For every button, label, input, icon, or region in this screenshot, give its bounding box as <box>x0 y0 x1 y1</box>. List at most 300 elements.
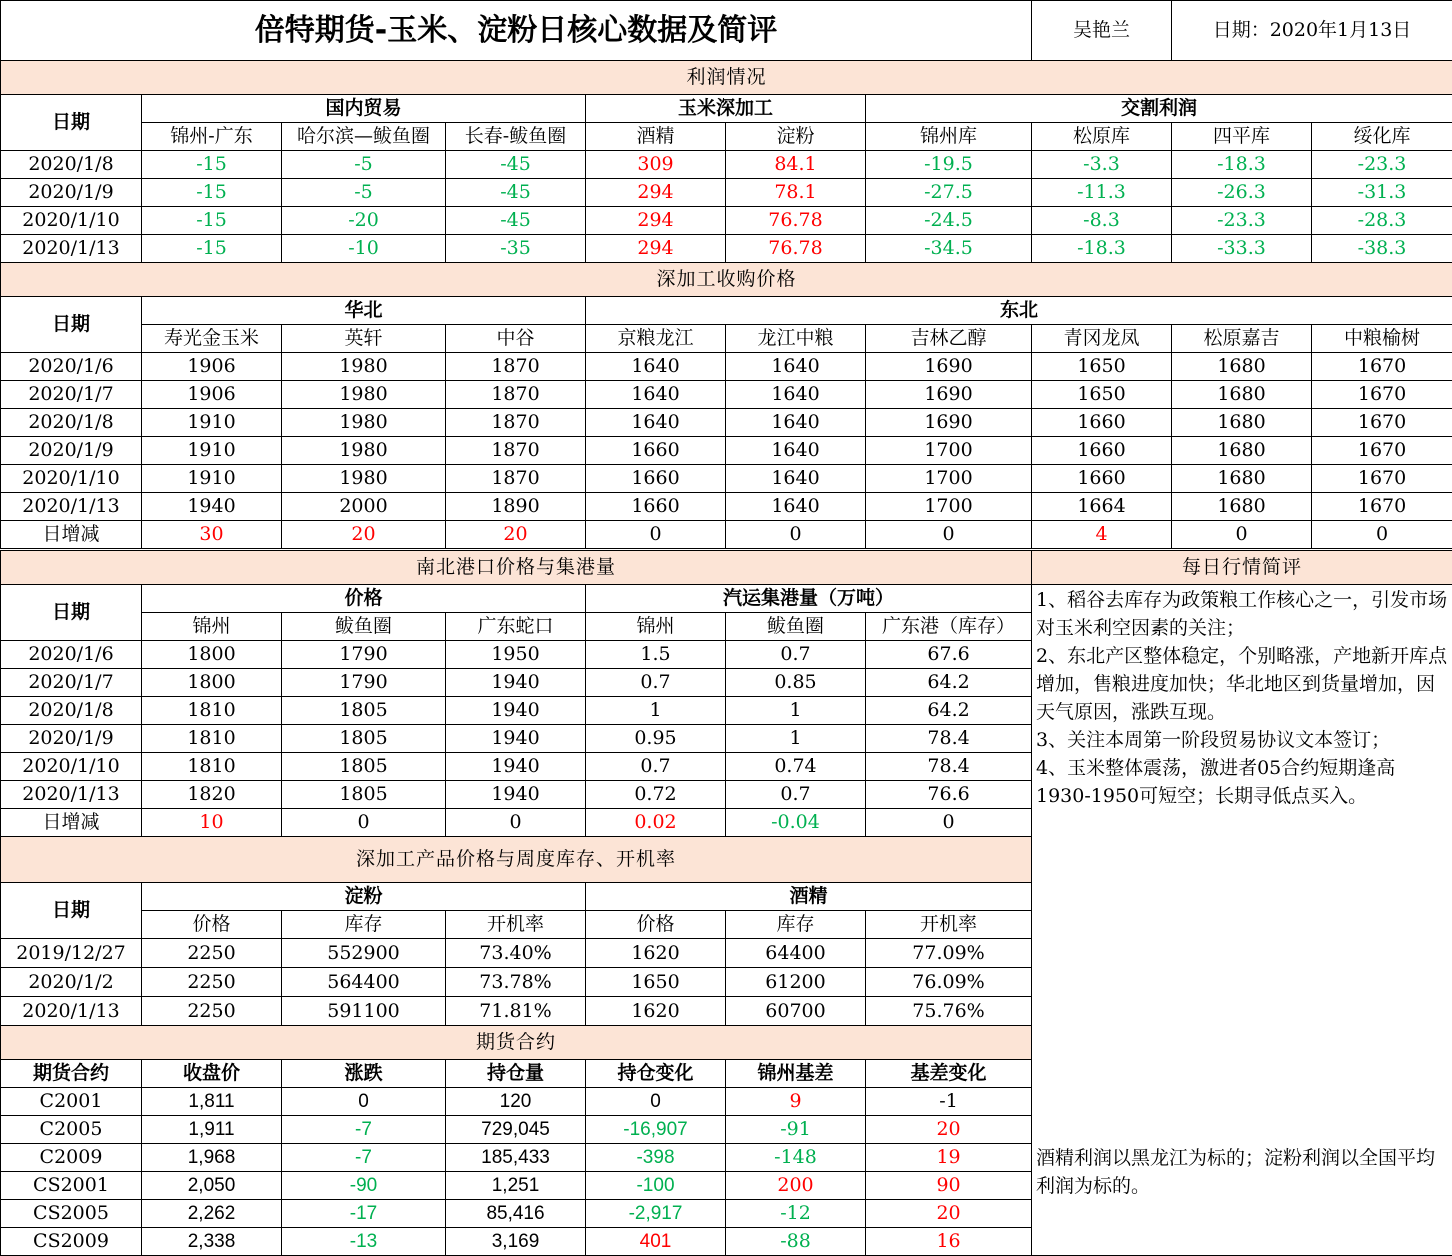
column-header: 长春-鲅鱼圈 <box>446 123 586 151</box>
data-cell: 78.4 <box>866 753 1032 781</box>
row-date: 2020/1/13 <box>1 997 142 1026</box>
data-cell: 1980 <box>282 409 446 437</box>
data-cell: 1640 <box>726 409 866 437</box>
data-cell: 1940 <box>142 493 282 521</box>
products-date-header: 日期 <box>1 883 142 939</box>
row-date: 2020/1/8 <box>1 151 142 179</box>
data-cell: -18.3 <box>1172 151 1312 179</box>
column-header: 酒精 <box>586 123 726 151</box>
port-group-price: 价格 <box>142 585 586 613</box>
data-cell: 71.81% <box>446 997 586 1026</box>
table-row <box>1 1228 1032 1256</box>
data-cell: 1820 <box>142 781 282 809</box>
commentary-note: 酒精利润以黑龙江为标的；淀粉利润以全国平均利润为标的。 <box>1036 1147 1436 1197</box>
row-date: 2020/1/7 <box>1 381 142 409</box>
data-cell: 1906 <box>142 381 282 409</box>
data-cell: 1664 <box>1032 493 1172 521</box>
column-header: 锦州库 <box>866 123 1032 151</box>
row-date: 2020/1/9 <box>1 437 142 465</box>
data-cell: 1640 <box>726 493 866 521</box>
data-cell: 294 <box>586 179 726 207</box>
column-header: 期货合约 <box>1 1060 142 1088</box>
data-cell: 1650 <box>1032 353 1172 381</box>
column-header: 哈尔滨—鲅鱼圈 <box>282 123 446 151</box>
data-cell: 1640 <box>726 381 866 409</box>
data-cell: 1700 <box>866 465 1032 493</box>
data-cell: 1805 <box>282 781 446 809</box>
data-cell: 1670 <box>1312 437 1452 465</box>
data-cell: -45 <box>446 207 586 235</box>
data-cell: 1800 <box>142 669 282 697</box>
data-cell: 0.7 <box>726 641 866 669</box>
report-date: 日期：2020年1月13日 <box>1172 1 1452 61</box>
data-cell: 64400 <box>726 939 866 968</box>
column-header: 吉林乙醇 <box>866 325 1032 353</box>
data-cell: 9 <box>726 1088 866 1116</box>
data-cell: -8.3 <box>1032 207 1172 235</box>
data-cell: -88 <box>726 1228 866 1256</box>
data-cell: 2000 <box>282 493 446 521</box>
table-row <box>1 697 1032 725</box>
data-cell: -3.3 <box>1032 151 1172 179</box>
change-label: 日增减 <box>1 809 142 837</box>
data-cell: 1870 <box>446 353 586 381</box>
data-cell: 1680 <box>1172 409 1312 437</box>
data-cell: -26.3 <box>1172 179 1312 207</box>
column-header: 开机率 <box>446 911 586 939</box>
data-cell: -17 <box>282 1200 446 1228</box>
row-date: 2020/1/6 <box>1 641 142 669</box>
data-cell: 1 <box>726 697 866 725</box>
products-table <box>0 836 1032 1026</box>
data-cell: -33.3 <box>1172 235 1312 263</box>
data-cell: 76.78 <box>726 235 866 263</box>
data-cell: 1660 <box>1032 409 1172 437</box>
column-header: 锦州 <box>586 613 726 641</box>
data-cell: 1 <box>586 697 726 725</box>
row-date: 2020/1/13 <box>1 781 142 809</box>
data-cell: 185,433 <box>446 1144 586 1172</box>
change-cell: 0 <box>446 809 586 837</box>
table-row <box>1 1144 1032 1172</box>
row-date: 2020/1/9 <box>1 179 142 207</box>
data-cell: -15 <box>142 207 282 235</box>
row-date: 2020/1/2 <box>1 968 142 997</box>
products-group-starch: 淀粉 <box>142 883 586 911</box>
data-cell: 60700 <box>726 997 866 1026</box>
column-header: 四平库 <box>1172 123 1312 151</box>
data-cell: 0.72 <box>586 781 726 809</box>
data-cell: -10 <box>282 235 446 263</box>
column-header: 龙江中粮 <box>726 325 866 353</box>
column-header: 持仓变化 <box>586 1060 726 1088</box>
column-header: 持仓量 <box>446 1060 586 1088</box>
table-row <box>1 997 1032 1026</box>
table-row <box>1 465 1452 493</box>
data-cell: 1680 <box>1172 465 1312 493</box>
daily-change-row <box>1 521 1452 549</box>
column-header: 京粮龙江 <box>586 325 726 353</box>
data-cell: -148 <box>726 1144 866 1172</box>
column-header: 淀粉 <box>726 123 866 151</box>
data-cell: -11.3 <box>1032 179 1172 207</box>
change-cell: 0 <box>726 521 866 549</box>
change-cell: -0.04 <box>726 809 866 837</box>
data-cell: -31.3 <box>1312 179 1452 207</box>
change-cell: 0 <box>866 521 1032 549</box>
data-cell: 20 <box>866 1200 1032 1228</box>
column-header: 基差变化 <box>866 1060 1032 1088</box>
data-cell: 1,251 <box>446 1172 586 1200</box>
data-cell: 78.1 <box>726 179 866 207</box>
data-cell: 1790 <box>282 669 446 697</box>
data-cell: 1910 <box>142 437 282 465</box>
change-cell: 0 <box>1312 521 1452 549</box>
data-cell: 1680 <box>1172 353 1312 381</box>
change-label: 日增减 <box>1 521 142 549</box>
data-cell: -19.5 <box>866 151 1032 179</box>
data-cell: 1680 <box>1172 381 1312 409</box>
data-cell: 1940 <box>446 725 586 753</box>
data-cell: 90 <box>866 1172 1032 1200</box>
commentary-list <box>1036 586 1448 810</box>
change-cell: 0 <box>282 809 446 837</box>
data-cell: 2250 <box>142 997 282 1026</box>
data-cell: -90 <box>282 1172 446 1200</box>
data-cell: 73.40% <box>446 939 586 968</box>
data-cell: 3,169 <box>446 1228 586 1256</box>
purchase-group-north: 华北 <box>142 297 586 325</box>
table-row <box>1 179 1452 207</box>
column-header: 中粮榆树 <box>1312 325 1452 353</box>
data-cell: 552900 <box>282 939 446 968</box>
data-cell: 1940 <box>446 669 586 697</box>
data-cell: 1660 <box>586 437 726 465</box>
row-date: 2020/1/7 <box>1 669 142 697</box>
data-cell: -5 <box>282 151 446 179</box>
column-header: 锦州 <box>142 613 282 641</box>
data-cell: 1680 <box>1172 437 1312 465</box>
table-row <box>1 968 1032 997</box>
change-cell: 0 <box>866 809 1032 837</box>
data-cell: 1906 <box>142 353 282 381</box>
profit-group-processing: 玉米深加工 <box>586 95 866 123</box>
column-header: 库存 <box>282 911 446 939</box>
column-header: 绥化库 <box>1312 123 1452 151</box>
table-row <box>1 1200 1032 1228</box>
table-row <box>1 939 1032 968</box>
data-cell: -12 <box>726 1200 866 1228</box>
row-date: 2020/1/6 <box>1 353 142 381</box>
author-name: 吴艳兰 <box>1032 1 1172 61</box>
data-cell: 309 <box>586 151 726 179</box>
data-cell: 1680 <box>1172 493 1312 521</box>
data-cell: 1,911 <box>142 1116 282 1144</box>
data-cell: 1940 <box>446 697 586 725</box>
data-cell: 1660 <box>1032 437 1172 465</box>
data-cell: 67.6 <box>866 641 1032 669</box>
table-row <box>1 381 1452 409</box>
data-cell: -2,917 <box>586 1200 726 1228</box>
data-cell: 76.78 <box>726 207 866 235</box>
data-cell: -1 <box>866 1088 1032 1116</box>
column-header: 广东港（库存） <box>866 613 1032 641</box>
products-group-alcohol: 酒精 <box>586 883 1032 911</box>
change-cell: 0.02 <box>586 809 726 837</box>
data-cell: 1670 <box>1312 381 1452 409</box>
data-cell: 19 <box>866 1144 1032 1172</box>
futures-table <box>0 1025 1032 1256</box>
data-cell: 1980 <box>282 381 446 409</box>
data-cell: 0.7 <box>586 669 726 697</box>
data-cell: 1980 <box>282 437 446 465</box>
port-date-header: 日期 <box>1 585 142 641</box>
data-cell: 294 <box>586 235 726 263</box>
row-date: 2020/1/8 <box>1 409 142 437</box>
data-cell: -91 <box>726 1116 866 1144</box>
data-cell: 16 <box>866 1228 1032 1256</box>
header-table <box>0 0 1452 61</box>
data-cell: 1940 <box>446 753 586 781</box>
column-header: 青冈龙凤 <box>1032 325 1172 353</box>
data-cell: 1980 <box>282 353 446 381</box>
column-header: 松原库 <box>1032 123 1172 151</box>
data-cell: 1870 <box>446 381 586 409</box>
column-header: 广东蛇口 <box>446 613 586 641</box>
data-cell: -398 <box>586 1144 726 1172</box>
data-cell: 0.74 <box>726 753 866 781</box>
data-cell: 1640 <box>726 465 866 493</box>
data-cell: 729,045 <box>446 1116 586 1144</box>
data-cell: 1870 <box>446 409 586 437</box>
purchase-group-northeast: 东北 <box>586 297 1452 325</box>
column-header: 锦州-广东 <box>142 123 282 151</box>
data-cell: 1940 <box>446 781 586 809</box>
data-cell: 1.5 <box>586 641 726 669</box>
data-cell: 1870 <box>446 465 586 493</box>
table-row <box>1 753 1032 781</box>
data-cell: 2,262 <box>142 1200 282 1228</box>
table-row <box>1 781 1032 809</box>
data-cell: 0 <box>586 1088 726 1116</box>
port-section-title: 南北港口价格与集港量 <box>1 551 1032 585</box>
contract-code: C2005 <box>1 1116 142 1144</box>
data-cell: 120 <box>446 1088 586 1116</box>
data-cell: -13 <box>282 1228 446 1256</box>
table-row <box>1 1116 1032 1144</box>
commentary-item: 1、稻谷去库存为政策粮工作核心之一，引发市场对玉米利空因素的关注； <box>1036 589 1448 639</box>
daily-change-row <box>1 809 1032 837</box>
data-cell: 1700 <box>866 493 1032 521</box>
data-cell: 1805 <box>282 697 446 725</box>
data-cell: 1950 <box>446 641 586 669</box>
data-cell: 0.7 <box>726 781 866 809</box>
data-cell: 1660 <box>586 493 726 521</box>
report-title: 倍特期货-玉米、淀粉日核心数据及简评 <box>1 1 1032 61</box>
data-cell: 1650 <box>1032 381 1172 409</box>
products-section-title: 深加工产品价格与周度库存、开机率 <box>1 837 1032 883</box>
row-date: 2020/1/13 <box>1 235 142 263</box>
data-cell: 1980 <box>282 465 446 493</box>
data-cell: 1640 <box>586 409 726 437</box>
data-cell: 401 <box>586 1228 726 1256</box>
contract-code: CS2005 <box>1 1200 142 1228</box>
commentary-item: 4、玉米整体震荡，激进者05合约短期逢高1930-1950可短空；长期寻低点买入。 <box>1036 757 1396 807</box>
data-cell: 294 <box>586 207 726 235</box>
data-cell: 1910 <box>142 465 282 493</box>
data-cell: 61200 <box>726 968 866 997</box>
table-row <box>1 1172 1032 1200</box>
data-cell: 2,338 <box>142 1228 282 1256</box>
table-row <box>1 353 1452 381</box>
purchase-table <box>0 262 1452 549</box>
data-cell: 591100 <box>282 997 446 1026</box>
data-cell: 1800 <box>142 641 282 669</box>
change-cell: 30 <box>142 521 282 549</box>
data-cell: 77.09% <box>866 939 1032 968</box>
table-row <box>1 1088 1032 1116</box>
row-date: 2020/1/10 <box>1 753 142 781</box>
contract-code: CS2009 <box>1 1228 142 1256</box>
column-header: 寿光金玉米 <box>142 325 282 353</box>
data-cell: -27.5 <box>866 179 1032 207</box>
column-header: 价格 <box>586 911 726 939</box>
profit-group-delivery: 交割利润 <box>866 95 1452 123</box>
profit-section-title: 利润情况 <box>1 61 1452 95</box>
data-cell: -7 <box>282 1116 446 1144</box>
profit-table <box>0 60 1452 263</box>
data-cell: -15 <box>142 235 282 263</box>
data-cell: 200 <box>726 1172 866 1200</box>
data-cell: 1700 <box>866 437 1032 465</box>
data-cell: 76.6 <box>866 781 1032 809</box>
column-header: 松原嘉吉 <box>1172 325 1312 353</box>
column-header: 锦州基差 <box>726 1060 866 1088</box>
data-cell: -16,907 <box>586 1116 726 1144</box>
column-header: 英轩 <box>282 325 446 353</box>
port-table <box>0 550 1032 837</box>
data-cell: 1810 <box>142 725 282 753</box>
data-cell: -15 <box>142 179 282 207</box>
data-cell: 64.2 <box>866 697 1032 725</box>
data-cell: 64.2 <box>866 669 1032 697</box>
table-row <box>1 641 1032 669</box>
row-date: 2020/1/10 <box>1 465 142 493</box>
commentary-title: 每日行情简评 <box>1032 551 1452 585</box>
row-date: 2020/1/9 <box>1 725 142 753</box>
data-cell: -24.5 <box>866 207 1032 235</box>
data-cell: 1650 <box>586 968 726 997</box>
data-cell: 1805 <box>282 725 446 753</box>
data-cell: -7 <box>282 1144 446 1172</box>
row-date: 2020/1/13 <box>1 493 142 521</box>
data-cell: 0.85 <box>726 669 866 697</box>
data-cell: 1870 <box>446 437 586 465</box>
data-cell: 1690 <box>866 409 1032 437</box>
change-cell: 10 <box>142 809 282 837</box>
data-cell: 1810 <box>142 753 282 781</box>
data-cell: 1,968 <box>142 1144 282 1172</box>
change-cell: 0 <box>1172 521 1312 549</box>
data-cell: -5 <box>282 179 446 207</box>
column-header: 库存 <box>726 911 866 939</box>
change-cell: 20 <box>446 521 586 549</box>
data-cell: -23.3 <box>1172 207 1312 235</box>
purchase-date-header: 日期 <box>1 297 142 353</box>
data-cell: 76.09% <box>866 968 1032 997</box>
change-cell: 4 <box>1032 521 1172 549</box>
table-row <box>1 725 1032 753</box>
data-cell: -23.3 <box>1312 151 1452 179</box>
data-cell: 1690 <box>866 381 1032 409</box>
data-cell: 1620 <box>586 997 726 1026</box>
data-cell: -38.3 <box>1312 235 1452 263</box>
data-cell: 1660 <box>586 465 726 493</box>
data-cell: -35 <box>446 235 586 263</box>
contract-code: C2001 <box>1 1088 142 1116</box>
data-cell: -34.5 <box>866 235 1032 263</box>
data-cell: 1640 <box>726 353 866 381</box>
data-cell: 564400 <box>282 968 446 997</box>
data-cell: 0.95 <box>586 725 726 753</box>
data-cell: 1890 <box>446 493 586 521</box>
data-cell: 0.7 <box>586 753 726 781</box>
data-cell: 84.1 <box>726 151 866 179</box>
table-row <box>1 409 1452 437</box>
data-cell: 1,811 <box>142 1088 282 1116</box>
column-header: 鲅鱼圈 <box>726 613 866 641</box>
table-row <box>1 235 1452 263</box>
data-cell: -45 <box>446 179 586 207</box>
commentary-item: 2、东北产区整体稳定，个别略涨，产地新开库点增加，售粮进度加快；华北地区到货量增加，因天气原因，涨跌互现。 <box>1036 645 1448 723</box>
data-cell: 1640 <box>586 353 726 381</box>
table-row <box>1 207 1452 235</box>
futures-section-title: 期货合约 <box>1 1026 1032 1060</box>
data-cell: 1 <box>726 725 866 753</box>
data-cell: -15 <box>142 151 282 179</box>
data-cell: 73.78% <box>446 968 586 997</box>
row-date: 2020/1/10 <box>1 207 142 235</box>
data-cell: 1620 <box>586 939 726 968</box>
data-cell: 1640 <box>726 437 866 465</box>
data-cell: 85,416 <box>446 1200 586 1228</box>
contract-code: CS2001 <box>1 1172 142 1200</box>
table-row <box>1 437 1452 465</box>
column-header: 中谷 <box>446 325 586 353</box>
row-date: 2019/12/27 <box>1 939 142 968</box>
column-header: 价格 <box>142 911 282 939</box>
table-row <box>1 151 1452 179</box>
data-cell: -45 <box>446 151 586 179</box>
profit-group-domestic: 国内贸易 <box>142 95 586 123</box>
data-cell: 75.76% <box>866 997 1032 1026</box>
column-header: 涨跌 <box>282 1060 446 1088</box>
table-row <box>1 669 1032 697</box>
data-cell: 1910 <box>142 409 282 437</box>
data-cell: 1670 <box>1312 409 1452 437</box>
data-cell: -18.3 <box>1032 235 1172 263</box>
data-cell: 1810 <box>142 697 282 725</box>
data-cell: -20 <box>282 207 446 235</box>
data-cell: -100 <box>586 1172 726 1200</box>
profit-column-headers <box>1 123 1452 151</box>
column-header: 鲅鱼圈 <box>282 613 446 641</box>
column-header: 收盘价 <box>142 1060 282 1088</box>
port-group-volume: 汽运集港量（万吨） <box>586 585 1032 613</box>
change-cell: 20 <box>282 521 446 549</box>
change-cell: 0 <box>586 521 726 549</box>
data-cell: 1640 <box>586 381 726 409</box>
